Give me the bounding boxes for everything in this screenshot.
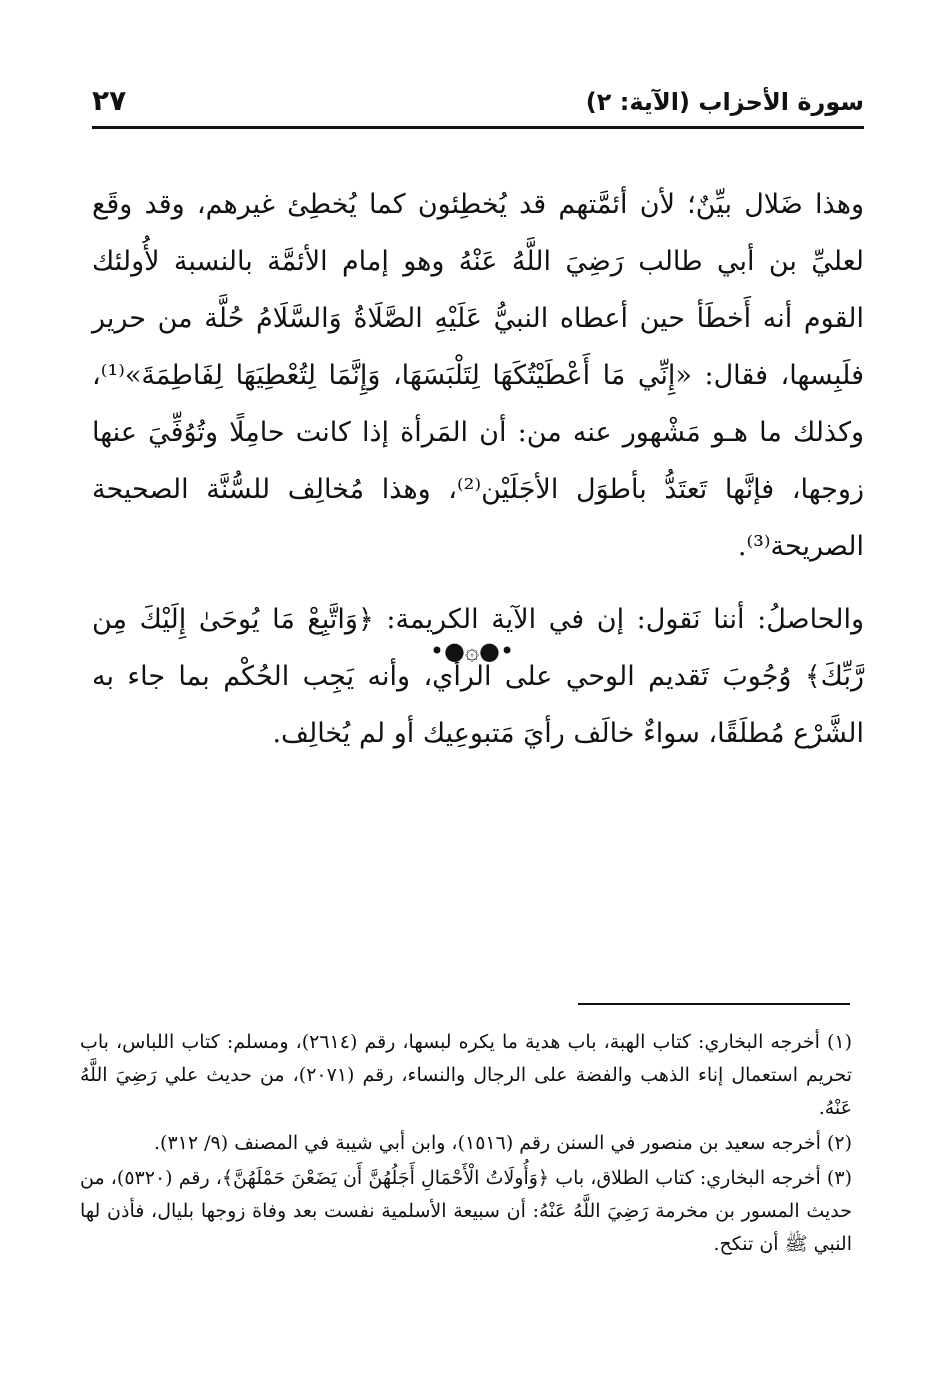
main-text	[92, 176, 864, 762]
footnote-3: (٣) أخرجه البخاري: كتاب الطلاق، باب ﴿وَأُولَاتُ الْأَحْمَالِ أَجَلُهُنَّ أَن يَضَعْنَ حَمْلَهُنَّ﴾، رقم (٥٣٢٠)، من حديث المسور بن مخرمة رَضِيَ اللَّهُ عَنْهُ: أن سبيعة الأسلمية نفست بعد وفاة زوجها بليال، فأذن لها النبي ﷺ أن تنكح.	[80, 1167, 852, 1255]
page-header	[92, 82, 864, 129]
footnotes	[80, 1026, 852, 1263]
running-title: سورة الأحزاب (الآية: ٢)	[585, 88, 864, 116]
section-ornament-icon: •●۞●•	[429, 637, 515, 665]
footnote-divider	[578, 1003, 850, 1005]
page-number: ٢٧	[92, 84, 127, 117]
paragraph-2: والحاصلُ: أننا نَقول: إن في الآية الكريمة: ﴿وَاتَّبِعْ مَا يُوحَىٰ إِلَيْكَ مِن رَّبِّكَ﴾ وُجُوبَ تَقديم الوحي على الرأي، وأنه يَجِب الحُكْم بما جاء به الشَّرْع مُطلَقًا، سواءٌ خالَف رأيَ مَتبوعِيك أو لم يُخالِف.	[92, 604, 864, 749]
footnote-2: (٢) أخرجه سعيد بن منصور في السنن رقم (١٥١٦)، وابن أبي شيبة في المصنف (٩/ ٣١٢).	[154, 1132, 852, 1154]
footnote-1: (١) أخرجه البخاري: كتاب الهبة، باب هدية ما يكره لبسها، رقم (٢٦١٤)، ومسلم: كتاب اللباس، باب تحريم استعمال إناء الذهب والفضة على الرجال والنساء، رقم (٢٠٧١)، من حديث علي رَضِيَ اللَّهُ عَنْهُ.	[80, 1031, 853, 1119]
paragraph-1: وهذا ضَلال بيِّنٌ؛ لأن أئمَّتهم قد يُخطِئون كما يُخطِئ غيرهم، وقد وقَع لعليِّ بن أبي طالب رَضِيَ اللَّهُ عَنْهُ وهو إمام الأئمَّة بالنسبة لأُولئك القوم أنه أَخطَأ حين أعطاه النبيُّ عَلَيْهِ الصَّلَاةُ وَالسَّلَامُ حُلَّة من حرير فلَبِسها، فقال: «إِنِّي مَا أَعْطَيْتُكَهَا لِتَلْبَسَهَا، وَإِنَّمَا لِتُعْطِيَهَا لِفَاطِمَةَ»⁽¹⁾، وكذلك ما هـو مَشْهور عنه من: أن المَرأة إذا كانت حامِلًا وتُوُفِّيَ عنها زوجها، فإنَّها تَعتَدُّ بأطوَل الأجَلَيْن⁽²⁾، وهذا مُخالِف للسُّنَّة الصحيحة الصريحة⁽³⁾.	[92, 189, 864, 562]
